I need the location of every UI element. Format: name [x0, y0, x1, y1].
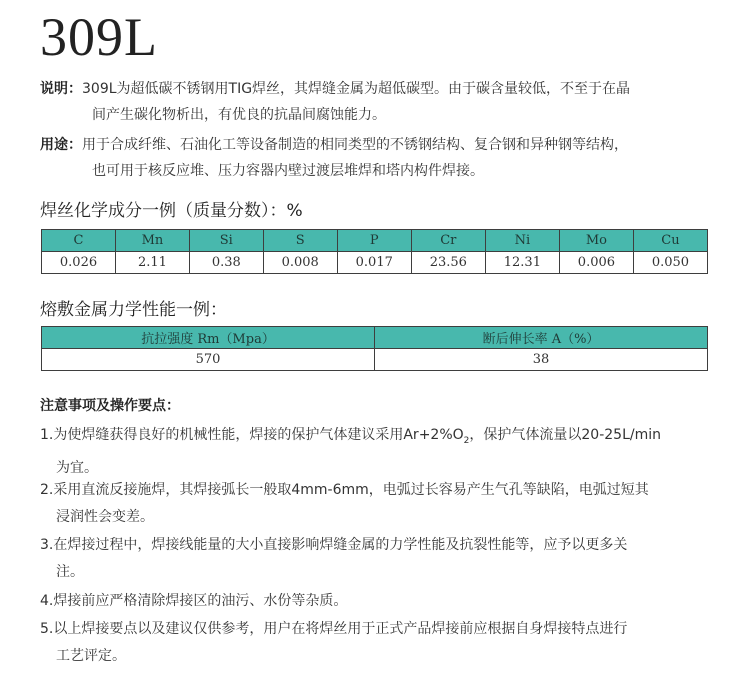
note-1-line-1-suffix: ，保护气体流量以20-25L/min [469, 427, 661, 443]
chem-value-p: 0.017 [337, 252, 411, 274]
note-5-line-2: 工艺评定。 [56, 648, 126, 664]
chem-value-ni: 12.31 [485, 252, 559, 274]
chem-header-si: Si [189, 230, 263, 252]
usage-section [40, 132, 730, 184]
chem-composition-table [41, 229, 708, 274]
note-item [40, 616, 730, 670]
chem-header-s: S [263, 230, 337, 252]
mech-value-tensile: 570 [42, 349, 375, 371]
mech-properties-table [41, 326, 708, 371]
chem-header-ni: Ni [485, 230, 559, 252]
chem-header-row [42, 230, 708, 252]
usage-line-1: 用于合成纤维、石油化工等设备制造的相同类型的不锈钢结构、复合钢和异种钢等结构， [82, 137, 628, 153]
note-2-line-1: 2.采用直流反接施焊，其焊接弧长一般取4mm-6mm，电弧过长容易产生气孔等缺陷，电弧过短其 [40, 482, 649, 498]
mech-header-elongation: 断后伸长率 A（%） [375, 327, 708, 349]
note-1-line-1: 1.为使焊缝获得良好的机械性能，焊接的保护气体建议采用Ar+2%O [40, 427, 464, 443]
note-item [40, 477, 730, 531]
mech-properties-heading: 熔敷金属力学性能一例： [40, 300, 227, 320]
note-2-line-2: 浸润性会变差。 [56, 509, 154, 525]
mech-header-tensile: 抗拉强度 Rm（Mpa） [42, 327, 375, 349]
mech-header-row [42, 327, 708, 349]
chem-header-c: C [42, 230, 116, 252]
description-label: 说明： [40, 81, 82, 97]
chem-value-si: 0.38 [189, 252, 263, 274]
chem-value-cr: 23.56 [411, 252, 485, 274]
mech-value-elongation: 38 [375, 349, 708, 371]
note-1-line-2: 为宜。 [56, 459, 98, 476]
chem-value-s: 0.008 [263, 252, 337, 274]
note-3-line-2: 注。 [56, 564, 84, 580]
chem-header-mn: Mn [116, 230, 190, 252]
chem-header-p: P [337, 230, 411, 252]
description-line-1: 309L为超低碳不锈钢用TIG焊丝，其焊缝金属为超低碳型。由于碳含量较低，不至于在晶 [82, 81, 631, 97]
note-3-line-1: 3.在焊接过程中，焊接线能量的大小直接影响焊缝金属的力学性能及抗裂性能等，应予以更多关 [40, 537, 628, 553]
chem-value-mn: 2.11 [116, 252, 190, 274]
chem-composition-heading: 焊丝化学成分一例（质量分数）：% [40, 201, 303, 221]
note-5-line-1: 5.以上焊接要点以及建议仅供参考，用户在将焊丝用于正式产品焊接前应根据自身焊接特点进行 [40, 621, 628, 637]
note-4-line-1: 4.焊接前应严格清除焊接区的油污、水份等杂质。 [40, 593, 348, 609]
chem-value-cu: 0.050 [633, 252, 707, 274]
mech-value-row [42, 349, 708, 371]
chem-header-mo: Mo [559, 230, 633, 252]
chem-header-cr: Cr [411, 230, 485, 252]
note-item [40, 588, 730, 615]
description-section [40, 76, 730, 128]
usage-label: 用途： [40, 137, 82, 153]
usage-line-2: 也可用于核反应堆、压力容器内壁过渡层堆焊和塔内构件焊接。 [92, 163, 484, 179]
chem-value-mo: 0.006 [559, 252, 633, 274]
chem-value-row [42, 252, 708, 274]
note-1-subscript: 2 [463, 435, 470, 446]
note-item [40, 422, 730, 482]
product-title: 309L [40, 7, 158, 67]
notes-title: 注意事项及操作要点： [40, 398, 180, 414]
note-item [40, 532, 730, 586]
description-line-2: 间产生碳化物析出，有优良的抗晶间腐蚀能力。 [92, 107, 386, 123]
chem-value-c: 0.026 [42, 252, 116, 274]
chem-header-cu: Cu [633, 230, 707, 252]
